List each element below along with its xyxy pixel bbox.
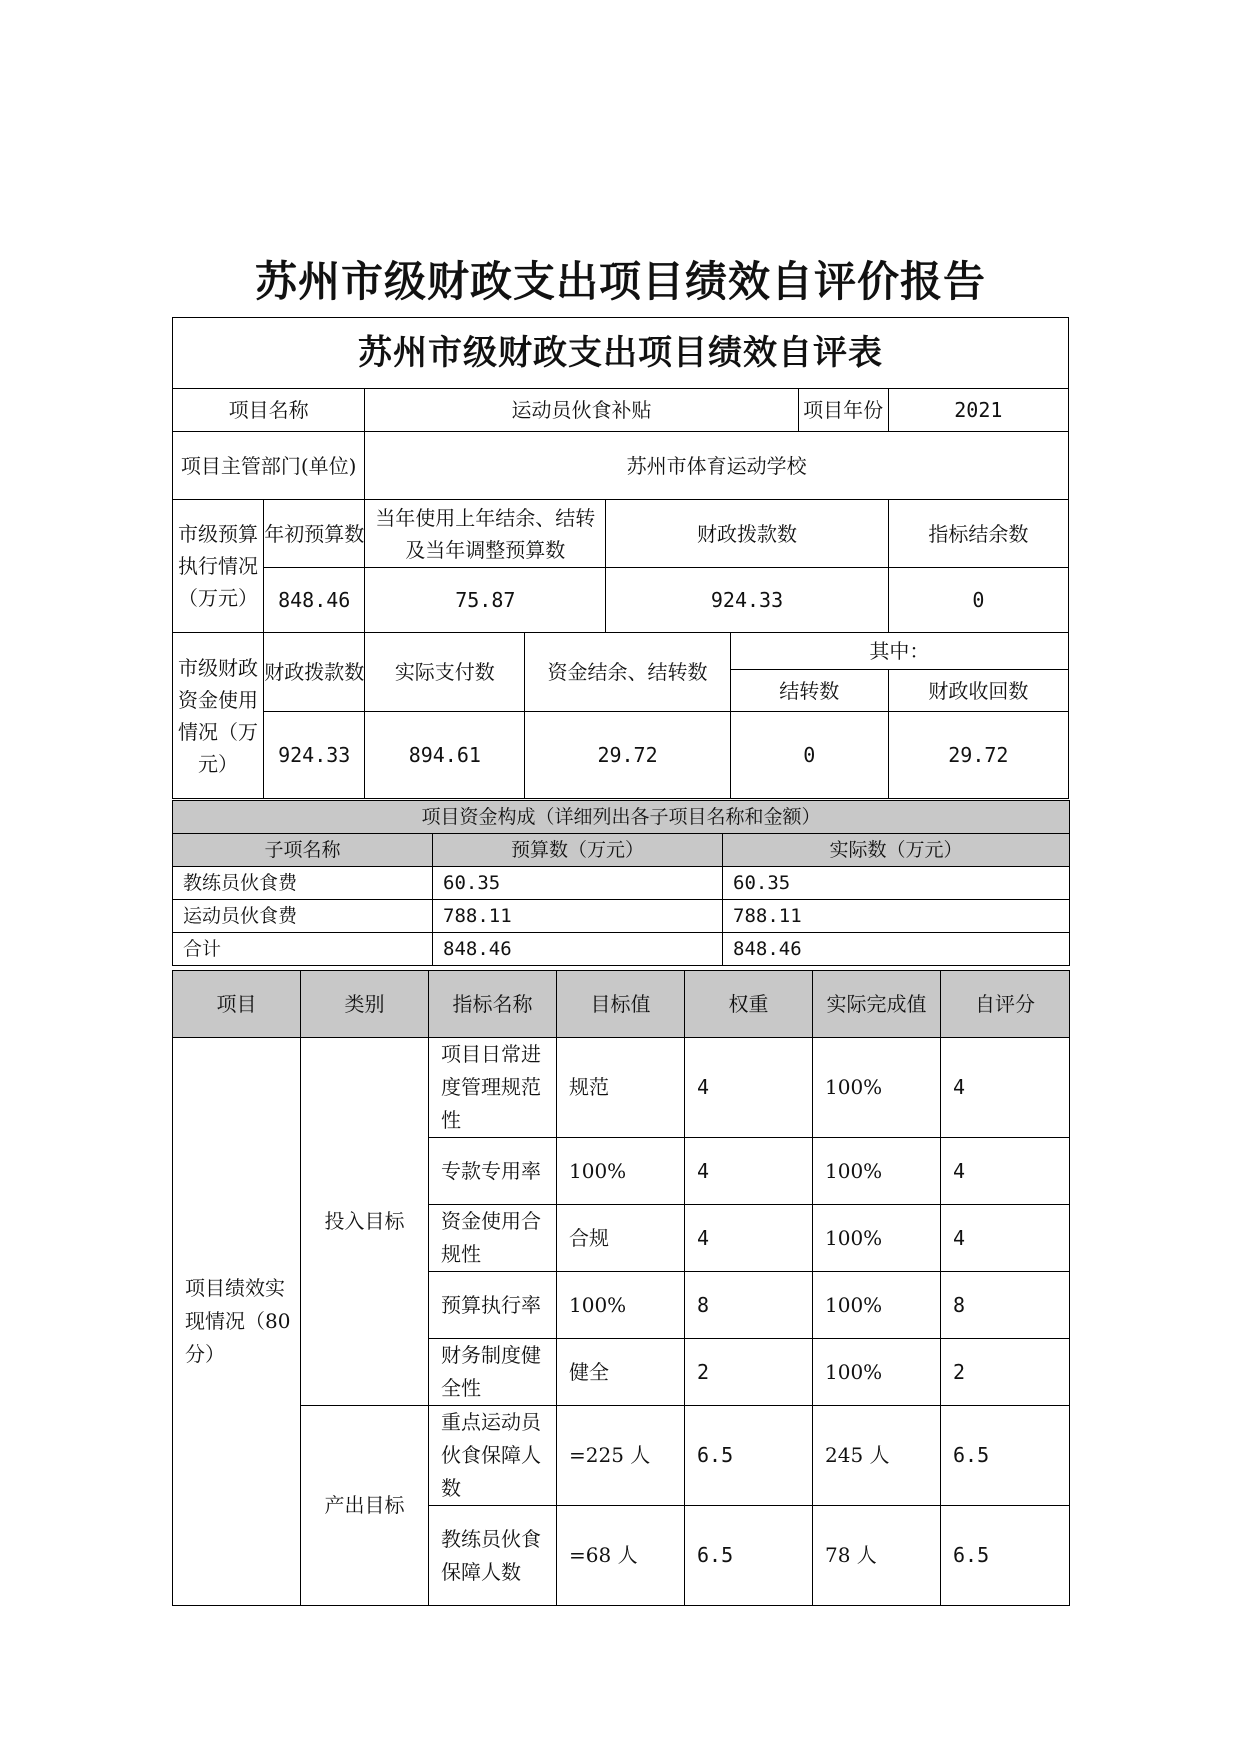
budget-header-balance: 指标结余数 <box>888 500 1068 568</box>
perf-actual: 100% <box>813 1038 941 1138</box>
perf-actual: 245 人 <box>813 1406 941 1506</box>
perf-header-actual: 实际完成值 <box>813 971 941 1038</box>
perf-score: 8 <box>941 1272 1070 1339</box>
composition-budget: 60.35 <box>433 867 723 900</box>
dept-label: 项目主管部门(单位) <box>173 432 365 500</box>
budget-value-appropriation: 924.33 <box>606 568 888 633</box>
perf-target: 健全 <box>557 1339 685 1406</box>
funds-value-appropriation: 924.33 <box>264 712 365 799</box>
funds-value-balance: 29.72 <box>525 712 731 799</box>
composition-actual: 848.46 <box>723 933 1070 966</box>
perf-actual: 78 人 <box>813 1506 941 1606</box>
composition-header-actual: 实际数（万元） <box>723 834 1070 867</box>
project-year-value: 2021 <box>888 389 1068 432</box>
table-row <box>173 900 1070 933</box>
perf-actual: 100% <box>813 1272 941 1339</box>
funds-header-paid: 实际支付数 <box>365 633 525 712</box>
perf-target: 合规 <box>557 1205 685 1272</box>
perf-score: 6.5 <box>941 1406 1070 1506</box>
perf-indicator: 资金使用合规性 <box>429 1205 557 1272</box>
perf-actual: 100% <box>813 1138 941 1205</box>
table-row <box>173 1038 1070 1138</box>
perf-target: =68 人 <box>557 1506 685 1606</box>
table-row <box>173 1406 1070 1506</box>
perf-target: 规范 <box>557 1038 685 1138</box>
perf-indicator: 教练员伙食保障人数 <box>429 1506 557 1606</box>
perf-weight: 6.5 <box>685 1406 813 1506</box>
form-title: 苏州市级财政支出项目绩效自评表 <box>173 318 1069 389</box>
dept-value: 苏州市体育运动学校 <box>365 432 1069 500</box>
perf-score: 6.5 <box>941 1506 1070 1606</box>
funds-value-recovered: 29.72 <box>888 712 1068 799</box>
composition-actual: 60.35 <box>723 867 1070 900</box>
composition-budget: 788.11 <box>433 900 723 933</box>
perf-target: 100% <box>557 1138 685 1205</box>
perf-section-label: 项目绩效实现情况（80分） <box>173 1038 301 1606</box>
perf-target: =225 人 <box>557 1406 685 1506</box>
perf-header-score: 自评分 <box>941 971 1070 1038</box>
funds-header-appropriation: 财政拨款数 <box>264 633 365 712</box>
table-row <box>173 933 1070 966</box>
perf-weight: 6.5 <box>685 1506 813 1606</box>
composition-name: 合计 <box>173 933 433 966</box>
perf-score: 4 <box>941 1038 1070 1138</box>
composition-header-budget: 预算数（万元） <box>433 834 723 867</box>
project-year-label: 项目年份 <box>798 389 888 432</box>
funds-header-balance: 资金结余、结转数 <box>525 633 731 712</box>
perf-header-target: 目标值 <box>557 971 685 1038</box>
project-name-value: 运动员伙食补贴 <box>365 389 798 432</box>
perf-indicator: 财务制度健全性 <box>429 1339 557 1406</box>
perf-weight: 4 <box>685 1138 813 1205</box>
perf-header-project: 项目 <box>173 971 301 1038</box>
perf-weight: 2 <box>685 1339 813 1406</box>
funds-header-carryover: 结转数 <box>730 670 888 712</box>
composition-name: 教练员伙食费 <box>173 867 433 900</box>
fund-composition-table <box>172 800 1070 966</box>
perf-score: 4 <box>941 1138 1070 1205</box>
funds-section-label: 市级财政资金使用情况（万元） <box>173 633 264 799</box>
perf-category-output: 产出目标 <box>301 1406 429 1606</box>
budget-header-adjusted: 当年使用上年结余、结转及当年调整预算数 <box>365 500 606 568</box>
composition-name: 运动员伙食费 <box>173 900 433 933</box>
perf-indicator: 项目日常进度管理规范性 <box>429 1038 557 1138</box>
composition-budget: 848.46 <box>433 933 723 966</box>
composition-actual: 788.11 <box>723 900 1070 933</box>
perf-header-weight: 权重 <box>685 971 813 1038</box>
composition-header-name: 子项名称 <box>173 834 433 867</box>
perf-indicator: 重点运动员伙食保障人数 <box>429 1406 557 1506</box>
funds-value-paid: 894.61 <box>365 712 525 799</box>
budget-value-initial: 848.46 <box>264 568 365 633</box>
perf-score: 2 <box>941 1339 1070 1406</box>
budget-value-balance: 0 <box>888 568 1068 633</box>
budget-value-adjusted: 75.87 <box>365 568 606 633</box>
perf-score: 4 <box>941 1205 1070 1272</box>
project-name-label: 项目名称 <box>173 389 365 432</box>
performance-table <box>172 970 1070 1606</box>
table-row <box>173 867 1070 900</box>
funds-header-recovered: 财政收回数 <box>888 670 1068 712</box>
perf-weight: 8 <box>685 1272 813 1339</box>
perf-header-category: 类别 <box>301 971 429 1038</box>
perf-actual: 100% <box>813 1205 941 1272</box>
perf-actual: 100% <box>813 1339 941 1406</box>
page-title: 苏州市级财政支出项目绩效自评价报告 <box>254 257 986 306</box>
composition-title: 项目资金构成（详细列出各子项目名称和金额） <box>173 801 1070 834</box>
funds-header-of-which: 其中： <box>730 633 1068 670</box>
perf-target: 100% <box>557 1272 685 1339</box>
perf-indicator: 预算执行率 <box>429 1272 557 1339</box>
perf-weight: 4 <box>685 1038 813 1138</box>
budget-header-appropriation: 财政拨款数 <box>606 500 888 568</box>
perf-weight: 4 <box>685 1205 813 1272</box>
budget-section-label: 市级预算执行情况（万元） <box>173 500 264 633</box>
perf-indicator: 专款专用率 <box>429 1138 557 1205</box>
budget-header-initial: 年初预算数 <box>264 500 365 568</box>
self-evaluation-form <box>172 317 1069 799</box>
perf-category-input: 投入目标 <box>301 1038 429 1406</box>
funds-value-carryover: 0 <box>730 712 888 799</box>
perf-header-indicator: 指标名称 <box>429 971 557 1038</box>
